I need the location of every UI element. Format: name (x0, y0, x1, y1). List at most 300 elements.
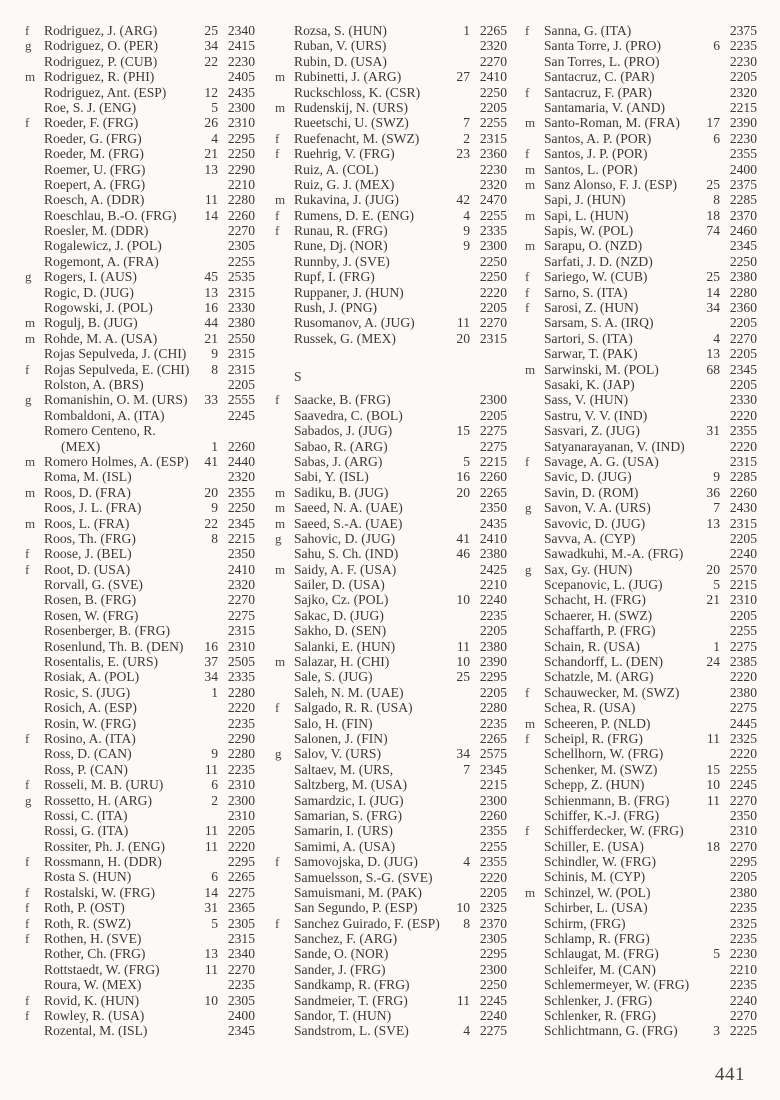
games-count: 21 (706, 592, 720, 608)
player-name: Roesler, M. (DDR) (44, 223, 149, 239)
elo-rating: 2230 (479, 161, 507, 177)
index-entry (525, 623, 757, 638)
player-name: Rorvall, G. (SVE) (44, 577, 143, 593)
elo-rating: 2550 (227, 330, 255, 346)
player-title: f (25, 900, 30, 916)
player-name: Ruckschloss, K. (CSR) (294, 84, 421, 100)
elo-rating: 2235 (729, 38, 757, 54)
elo-rating: 2270 (227, 223, 255, 239)
games-count: 74 (706, 223, 720, 239)
player-title: m (25, 69, 36, 85)
player-title: g (25, 38, 32, 54)
player-name: Savovic, D. (JUG) (544, 515, 646, 531)
player-name: Sarno, S. (ITA) (544, 284, 628, 300)
player-name: Santos, L. (POR) (544, 161, 638, 177)
player-name: Saavedra, C. (BOL) (294, 407, 403, 423)
elo-rating: 2295 (479, 669, 507, 685)
elo-rating: 2350 (729, 807, 757, 823)
player-name: Rosiak, A. (POL) (44, 669, 140, 685)
elo-rating: 2220 (479, 284, 507, 300)
player-name: Rukavina, J. (JUG) (294, 192, 399, 208)
elo-rating: 2310 (227, 807, 255, 823)
player-name: Rossiter, Ph. J. (ENG) (44, 838, 166, 854)
index-entry (275, 269, 507, 284)
index-entry (275, 408, 507, 423)
player-name: Santos, J. P. (POR) (544, 146, 648, 162)
games-count: 41 (456, 530, 470, 546)
elo-rating: 2275 (227, 884, 255, 900)
index-entry (275, 731, 507, 746)
elo-rating: 2260 (227, 438, 255, 454)
player-title: m (525, 715, 536, 731)
elo-rating: 2215 (227, 530, 255, 546)
player-name: Roemer, U. (FRG) (44, 161, 146, 177)
player-name: Roeder, M. (FRG) (44, 146, 144, 162)
index-entry (25, 746, 255, 761)
player-name: Schlaugat, M. (FRG) (544, 946, 659, 962)
player-name: Sasvari, Z. (JUG) (544, 423, 640, 439)
index-entry (275, 762, 507, 777)
index-entry (525, 208, 757, 223)
index-entry (525, 1008, 757, 1023)
elo-rating: 2255 (227, 253, 255, 269)
index-entry (25, 485, 255, 500)
player-name: Sass, V. (HUN) (544, 392, 629, 408)
games-count: 11 (204, 838, 218, 854)
index-entry (525, 131, 757, 146)
elo-rating: 2240 (729, 546, 757, 562)
index-entry (275, 777, 507, 792)
index-entry (25, 223, 255, 238)
index-entry (275, 931, 507, 946)
player-name: Salgado, R. R. (USA) (294, 700, 413, 716)
player-title: f (275, 207, 280, 223)
elo-rating: 2315 (729, 515, 757, 531)
player-name: Rottstaedt, W. (FRG) (44, 961, 160, 977)
index-entry (275, 23, 507, 38)
index-entry (275, 439, 507, 454)
player-name: Roepert, A. (FRG) (44, 176, 146, 192)
player-name: Sahu, S. Ch. (IND) (294, 546, 399, 562)
elo-rating: 2380 (729, 269, 757, 285)
index-entry (275, 131, 507, 146)
elo-rating: 2205 (479, 99, 507, 115)
index-column-2 (275, 23, 507, 1039)
player-name: Roose, J. (BEL) (44, 546, 132, 562)
index-entry (25, 916, 255, 931)
index-entry (525, 808, 757, 823)
elo-rating: 2345 (227, 1023, 255, 1039)
elo-rating: 2350 (479, 500, 507, 516)
games-count: 45 (204, 269, 218, 285)
player-name: Sanchez, F. (ARG) (294, 931, 398, 947)
index-entry (25, 623, 255, 638)
index-column-3 (525, 23, 757, 1039)
games-count: 5 (713, 577, 720, 593)
player-name: Sarwinski, M. (POL) (544, 361, 659, 377)
player-title: f (275, 223, 280, 239)
player-title: f (25, 546, 30, 562)
elo-rating: 2315 (227, 623, 255, 639)
player-name: Sanna, G. (ITA) (544, 23, 632, 38)
player-name: Rubin, D. (USA) (294, 53, 387, 69)
player-name: Savon, V. A. (URS) (544, 500, 651, 516)
games-count: 18 (706, 838, 720, 854)
index-entry (25, 269, 255, 284)
index-entry (25, 531, 255, 546)
index-entry (275, 977, 507, 992)
player-name: Sakho, D. (SEN) (294, 623, 387, 639)
games-count: 11 (456, 992, 470, 1008)
player-title: m (275, 192, 286, 208)
player-title: f (275, 392, 280, 408)
games-count: 34 (204, 38, 218, 54)
elo-rating: 2235 (479, 607, 507, 623)
index-entry (525, 162, 757, 177)
player-name: Romero Centeno, R. (44, 423, 156, 439)
player-name: Sadiku, B. (JUG) (294, 484, 389, 500)
player-title: f (525, 684, 530, 700)
elo-rating: 2270 (479, 53, 507, 69)
player-title: m (275, 515, 286, 531)
player-name: Rogers, I. (AUS) (44, 269, 137, 285)
index-entry (275, 54, 507, 69)
index-entry (25, 762, 255, 777)
games-count: 13 (204, 946, 218, 962)
index-entry (525, 54, 757, 69)
index-entry (275, 808, 507, 823)
elo-rating: 2225 (729, 1023, 757, 1039)
games-count: 20 (706, 561, 720, 577)
elo-rating: 2285 (729, 469, 757, 485)
section-heading (275, 362, 507, 393)
player-title: f (25, 1008, 30, 1023)
elo-rating: 2345 (227, 515, 255, 531)
player-title: f (525, 23, 530, 38)
index-entry (25, 639, 255, 654)
player-name: Sabao, R. (ARG) (294, 438, 388, 454)
index-entry (275, 192, 507, 207)
elo-rating: 2205 (479, 407, 507, 423)
player-title: m (525, 238, 536, 254)
player-name: Ruiz, A. (COL) (294, 161, 379, 177)
games-count: 34 (706, 300, 720, 316)
elo-rating: 2240 (479, 592, 507, 608)
elo-rating: 2405 (227, 69, 255, 85)
player-name: Sanchez Guirado, F. (ESP) (294, 915, 440, 931)
games-count: 34 (204, 669, 218, 685)
player-name: Runau, R. (FRG) (294, 223, 388, 239)
player-name: Rosta S. (HUN) (44, 869, 132, 885)
player-name: Scheeren, P. (NLD) (544, 715, 651, 731)
games-count: 23 (456, 146, 470, 162)
player-name: Rogulj, B. (JUG) (44, 315, 138, 331)
elo-rating: 2505 (227, 654, 255, 670)
index-entry (525, 577, 757, 592)
index-entry (25, 839, 255, 854)
index-entry (275, 669, 507, 684)
games-count: 46 (456, 546, 470, 562)
elo-rating: 2350 (227, 546, 255, 562)
player-name: Sander, J. (FRG) (294, 961, 386, 977)
index-entry (525, 439, 757, 454)
elo-rating: 2280 (729, 284, 757, 300)
elo-rating: 2220 (729, 407, 757, 423)
elo-rating: 2300 (479, 238, 507, 254)
elo-rating: 2305 (479, 931, 507, 947)
games-count: 6 (211, 777, 218, 793)
games-count: 10 (456, 654, 470, 670)
elo-rating: 2265 (479, 484, 507, 500)
games-count: 21 (204, 146, 218, 162)
player-name: Santacruz, F. (PAR) (544, 84, 652, 100)
games-count: 9 (463, 223, 470, 239)
player-name: Sarsam, S. A. (IRQ) (544, 315, 654, 331)
index-entry (25, 69, 255, 84)
player-name: Savic, D. (JUG) (544, 469, 632, 485)
games-count: 4 (463, 854, 470, 870)
elo-rating: 2535 (227, 269, 255, 285)
games-count: 3 (713, 1023, 720, 1039)
elo-rating: 2295 (227, 854, 255, 870)
index-entry (25, 808, 255, 823)
player-name: Rosino, A. (ITA) (44, 730, 136, 746)
elo-rating: 2205 (479, 300, 507, 316)
player-name: Roesch, A. (DDR) (44, 192, 145, 208)
index-entry (525, 592, 757, 607)
player-name: Rudenskij, N. (URS) (294, 99, 409, 115)
games-count: 11 (204, 823, 218, 839)
elo-rating: 2250 (227, 146, 255, 162)
player-name: Samovojska, D. (JUG) (294, 854, 418, 870)
player-name: Schirm, (FRG) (544, 915, 626, 931)
elo-rating: 2365 (227, 900, 255, 916)
player-name: Sandstrom, L. (SVE) (294, 1023, 409, 1039)
player-name: Scheipl, R. (FRG) (544, 730, 643, 746)
elo-rating: 2250 (479, 84, 507, 100)
player-name: Saeed, S.-A. (UAE) (294, 515, 403, 531)
index-entry (525, 562, 757, 577)
index-entry (525, 146, 757, 161)
player-name: Rosentalis, E. (URS) (44, 654, 159, 670)
elo-rating: 2310 (227, 115, 255, 131)
player-title: m (275, 561, 286, 577)
index-entry (275, 485, 507, 500)
games-count: 22 (204, 515, 218, 531)
elo-rating: 2315 (227, 361, 255, 377)
elo-rating: 2390 (479, 654, 507, 670)
player-name: Schaffarth, P. (FRG) (544, 623, 656, 639)
games-count: 11 (456, 638, 470, 654)
player-name: Schirber, L. (USA) (544, 900, 648, 916)
player-name: Rowley, R. (USA) (44, 1008, 145, 1023)
player-title: m (275, 500, 286, 516)
player-name: Savin, D. (ROM) (544, 484, 639, 500)
index-entry (275, 516, 507, 531)
player-name: Roeder, F. (FRG) (44, 115, 139, 131)
index-entry (25, 392, 255, 407)
index-entry (525, 746, 757, 761)
page-number: 441 (715, 1064, 745, 1085)
elo-rating: 2295 (729, 854, 757, 870)
elo-rating: 2435 (227, 84, 255, 100)
index-entry-continuation (25, 439, 255, 454)
player-title: m (525, 207, 536, 223)
index-entry (25, 977, 255, 992)
elo-rating: 2235 (227, 715, 255, 731)
elo-rating: 2230 (729, 53, 757, 69)
index-entry (275, 454, 507, 469)
player-name: Schacht, H. (FRG) (544, 592, 646, 608)
index-entry (525, 177, 757, 192)
index-entry (275, 577, 507, 592)
games-count: 14 (204, 207, 218, 223)
index-entry (525, 946, 757, 961)
player-name: Rosenlund, Th. B. (DEN) (44, 638, 184, 654)
player-title: f (525, 146, 530, 162)
elo-rating: 2360 (729, 300, 757, 316)
index-entry (275, 100, 507, 115)
elo-rating: 2215 (729, 577, 757, 593)
elo-rating: 2575 (479, 746, 507, 762)
games-count: 16 (204, 638, 218, 654)
player-name: Rosic, S. (JUG) (44, 684, 131, 700)
elo-rating: 2235 (729, 931, 757, 947)
index-entry (25, 823, 255, 838)
elo-rating: 2250 (227, 500, 255, 516)
elo-rating: 2320 (729, 84, 757, 100)
player-name: Romanishin, O. M. (URS) (44, 392, 188, 408)
elo-rating: 2355 (729, 423, 757, 439)
games-count: 4 (713, 330, 720, 346)
index-entry (525, 1023, 757, 1038)
player-name: Ruiz, G. J. (MEX) (294, 176, 395, 192)
player-name: Sarfati, J. D. (NZD) (544, 253, 653, 269)
player-name: Rupf, I. (FRG) (294, 269, 375, 285)
index-entry (25, 700, 255, 715)
player-title: m (275, 99, 286, 115)
elo-rating: 2205 (729, 346, 757, 362)
games-count: 6 (713, 130, 720, 146)
elo-rating: 2290 (227, 730, 255, 746)
games-count: 11 (204, 761, 218, 777)
elo-rating: 2230 (227, 53, 255, 69)
index-entry (525, 192, 757, 207)
elo-rating: 2220 (479, 869, 507, 885)
elo-rating: 2340 (227, 946, 255, 962)
games-count: 31 (204, 900, 218, 916)
player-title: m (25, 515, 36, 531)
games-count: 9 (463, 238, 470, 254)
player-name: Schandorff, L. (DEN) (544, 654, 664, 670)
games-count: 6 (211, 869, 218, 885)
elo-rating: 2250 (479, 269, 507, 285)
elo-rating: 2325 (479, 900, 507, 916)
player-name: Rossi, C. (ITA) (44, 807, 128, 823)
games-count: 10 (204, 992, 218, 1008)
player-name: Sawadkuhi, M.-A. (FRG) (544, 546, 684, 562)
index-entry (275, 254, 507, 269)
index-entry (25, 208, 255, 223)
player-name: Satyanarayanan, V. (IND) (544, 438, 685, 454)
elo-rating: 2245 (479, 992, 507, 1008)
elo-rating: 2275 (729, 700, 757, 716)
player-name: Roos, J. L. (FRA) (44, 500, 142, 516)
games-count: 7 (713, 500, 720, 516)
elo-rating: 2380 (227, 315, 255, 331)
index-entry (25, 346, 255, 361)
index-entry (275, 162, 507, 177)
index-entry (25, 192, 255, 207)
elo-rating: 2305 (227, 238, 255, 254)
player-title: m (275, 69, 286, 85)
index-entry (525, 669, 757, 684)
player-name: Samarian, S. (FRG) (294, 807, 402, 823)
player-title: f (525, 300, 530, 316)
index-entry (275, 685, 507, 700)
player-name: Santos, A. P. (POR) (544, 130, 652, 146)
index-entry (525, 377, 757, 392)
player-name: Schlemermeyer, W. (FRG) (544, 977, 690, 993)
player-name: Sarwar, T. (PAK) (544, 346, 638, 362)
games-count: 11 (706, 730, 720, 746)
index-entry (25, 869, 255, 884)
player-name: Samarin, I. (URS) (294, 823, 393, 839)
index-entry (275, 69, 507, 84)
elo-rating: 2300 (479, 961, 507, 977)
index-entry (275, 38, 507, 53)
player-name: Salo, H. (FIN) (294, 715, 373, 731)
player-name: Schleifer, M. (CAN) (544, 961, 656, 977)
elo-rating: 2275 (479, 438, 507, 454)
player-title: m (525, 176, 536, 192)
index-entry (525, 839, 757, 854)
player-name: Samuelsson, S.-G. (SVE) (294, 869, 433, 885)
index-entry (25, 685, 255, 700)
games-count: 31 (706, 423, 720, 439)
index-entry (275, 916, 507, 931)
elo-rating: 2240 (479, 1008, 507, 1024)
index-entry (25, 592, 255, 607)
elo-rating: 2205 (729, 869, 757, 885)
elo-rating: 2300 (479, 792, 507, 808)
player-title: m (525, 161, 536, 177)
player-name: Sarapu, O. (NZD) (544, 238, 643, 254)
index-entry (25, 254, 255, 269)
player-name: Saeed, N. A. (UAE) (294, 500, 403, 516)
games-count: 33 (204, 392, 218, 408)
player-name: Runnby, J. (SVE) (294, 253, 390, 269)
player-name: Schienmann, B. (FRG) (544, 792, 670, 808)
games-count: 24 (706, 654, 720, 670)
index-entry (525, 346, 757, 361)
games-count: 11 (706, 792, 720, 808)
player-title: g (25, 392, 32, 408)
elo-rating: 2270 (729, 838, 757, 854)
index-entry (25, 500, 255, 515)
index-column-1 (25, 23, 255, 1039)
games-count: 6 (713, 38, 720, 54)
index-entry (25, 177, 255, 192)
index-entry (275, 962, 507, 977)
player-title: f (25, 730, 30, 746)
player-name: Rusomanov, A. (JUG) (294, 315, 415, 331)
player-name: Saacke, B. (FRG) (294, 392, 391, 408)
games-count: 25 (204, 23, 218, 38)
elo-rating: 2325 (729, 730, 757, 746)
player-name: Rosen, B. (FRG) (44, 592, 137, 608)
index-entry (275, 639, 507, 654)
